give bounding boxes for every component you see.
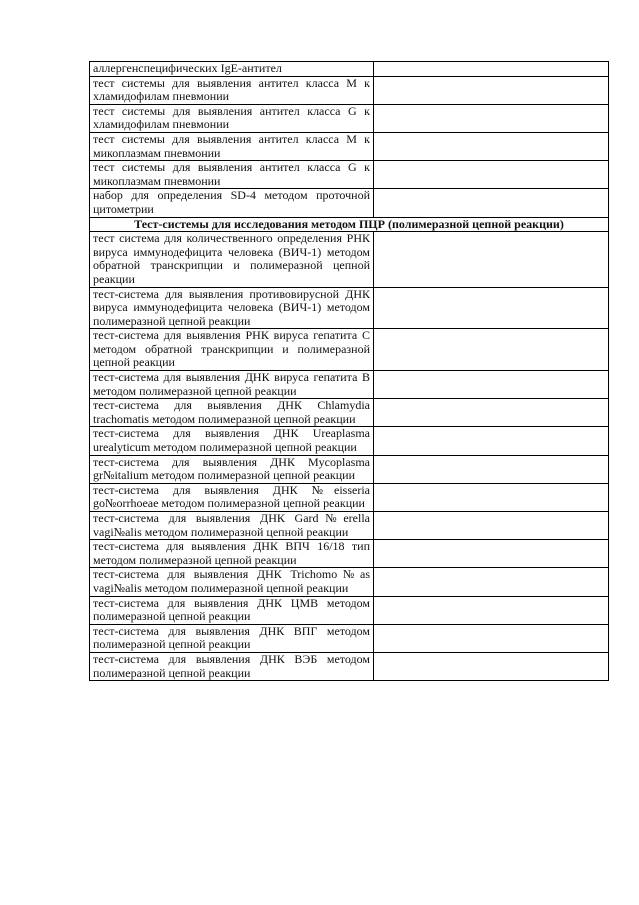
item-name: тест-система для выявления ДНК Trichomo№as vagi№alis методом полимеразной цепной реакции xyxy=(90,568,374,596)
item-value xyxy=(374,161,609,189)
table-row xyxy=(90,624,609,652)
item-name: тест-система для выявления противовирусной ДНК вируса иммунодефицита человека (ВИЧ-1) методом полимеразной цепной реакции xyxy=(90,287,374,329)
item-name: аллергенспецифических IgE-антител xyxy=(90,62,374,77)
item-name: тест системы для выявления антител класса G к микоплазмам пневмонии xyxy=(90,161,374,189)
item-name: тест-система для выявления ДНК Chlamydia trachomatis методом полимеразной цепной реакции xyxy=(90,399,374,427)
item-name: тест-система для выявления ДНК №eisseria go№orrhoeae методом полимеразной цепной реакции xyxy=(90,483,374,511)
item-name: тест-система для выявления РНК вируса гепатита С методом обратной транскрипции и полимеразной цепной реакции xyxy=(90,329,374,371)
item-name: набор для определения SD-4 методом проточной цитометрии xyxy=(90,189,374,217)
section-header-row xyxy=(90,217,609,232)
table-row xyxy=(90,483,609,511)
table-row xyxy=(90,596,609,624)
item-value xyxy=(374,512,609,540)
table-row xyxy=(90,329,609,371)
table-row xyxy=(90,371,609,399)
table-row xyxy=(90,652,609,680)
table-row xyxy=(90,455,609,483)
item-value xyxy=(374,329,609,371)
document-table xyxy=(89,61,609,681)
item-name: тест-система для выявления ДНК ЦМВ методом полимеразной цепной реакции xyxy=(90,596,374,624)
item-name: тест-система для выявления ДНК ВПЧ 16/18 тип методом полимеразной цепной реакции xyxy=(90,540,374,568)
item-name: тест системы для выявления антител класса М к хламидофилам пневмонии xyxy=(90,76,374,104)
item-value xyxy=(374,652,609,680)
table-row xyxy=(90,161,609,189)
table-row xyxy=(90,399,609,427)
table-row xyxy=(90,512,609,540)
table-row xyxy=(90,540,609,568)
item-value xyxy=(374,189,609,217)
item-value xyxy=(374,540,609,568)
table-row xyxy=(90,189,609,217)
item-value xyxy=(374,427,609,455)
item-value xyxy=(374,232,609,287)
item-value xyxy=(374,624,609,652)
item-value xyxy=(374,399,609,427)
table-row xyxy=(90,287,609,329)
item-name: тест-система для выявления ДНК Gard№erella vagi№alis методом полимеразной цепной реакции xyxy=(90,512,374,540)
item-value xyxy=(374,104,609,132)
item-value xyxy=(374,287,609,329)
table-row xyxy=(90,76,609,104)
item-name: тест системы для выявления антител класса М к микоплазмам пневмонии xyxy=(90,132,374,160)
table-row xyxy=(90,132,609,160)
item-value xyxy=(374,455,609,483)
table-row xyxy=(90,104,609,132)
item-name: тест-система для выявления ДНК Mycoplasma gr№italium методом полимеразной цепной реакции xyxy=(90,455,374,483)
table-row xyxy=(90,568,609,596)
item-value xyxy=(374,483,609,511)
item-value xyxy=(374,132,609,160)
table-row xyxy=(90,232,609,287)
item-name: тест-система для выявления ДНК ВПГ методом полимеразной цепной реакции xyxy=(90,624,374,652)
item-name: тест-система для выявления ДНК ВЭБ методом полимеразной цепной реакции xyxy=(90,652,374,680)
item-value xyxy=(374,568,609,596)
table-body xyxy=(90,62,609,681)
item-name: тест система для количественного определения РНК вируса иммунодефицита человека (ВИЧ-1) методом обратной транскрипции и полимеразной цепной реакции xyxy=(90,232,374,287)
table-row xyxy=(90,427,609,455)
item-name: тест системы для выявления антител класса G к хламидофилам пневмонии xyxy=(90,104,374,132)
table-row xyxy=(90,62,609,77)
item-value xyxy=(374,62,609,77)
item-value xyxy=(374,596,609,624)
item-value xyxy=(374,371,609,399)
item-name: тест-система для выявления ДНК вируса гепатита В методом полимеразной цепной реакции xyxy=(90,371,374,399)
item-name: тест-система для выявления ДНК Ureaplasma urealyticum методом полимеразной цепной реакции xyxy=(90,427,374,455)
item-value xyxy=(374,76,609,104)
section-title: Тест-системы для исследования методом ПЦР (полимеразной цепной реакции) xyxy=(90,217,609,232)
